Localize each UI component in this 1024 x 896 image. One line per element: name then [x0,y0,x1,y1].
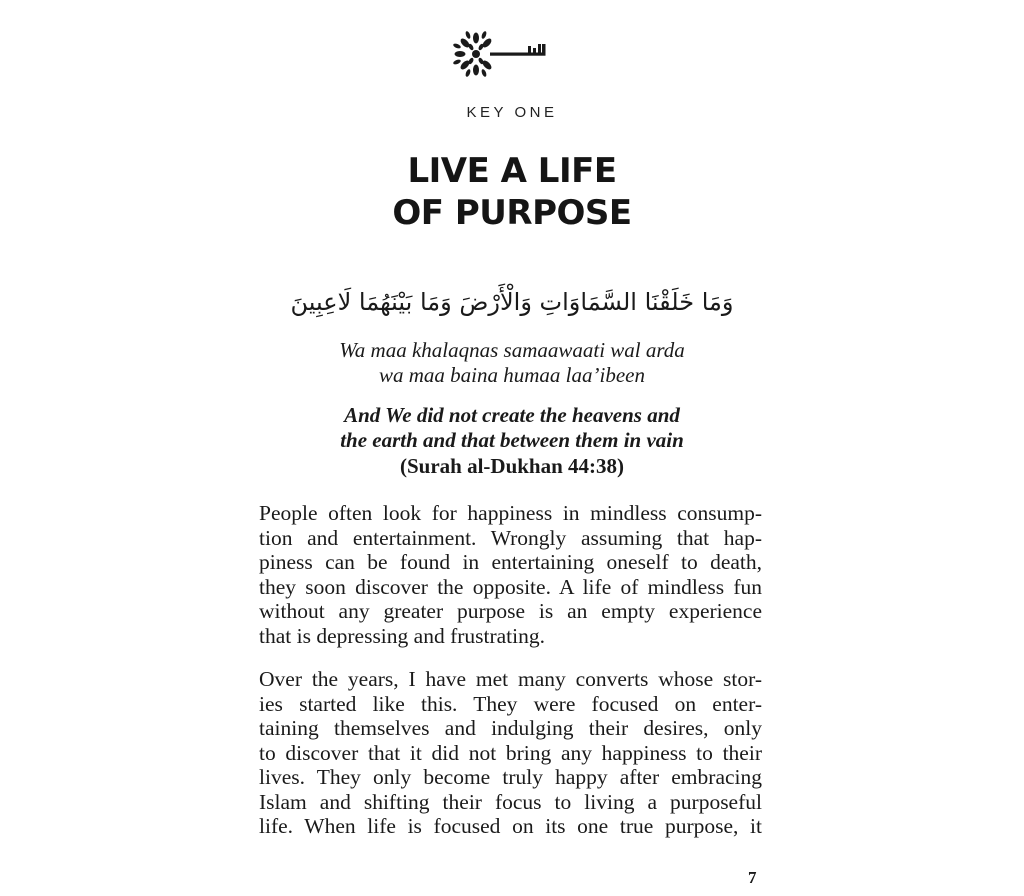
paragraph-line: People often look for happiness in mindless consump- [259,501,762,525]
verse-arabic: وَمَا خَلَقْنَا السَّمَاوَاتِ وَالْأَرْضَ وَمَا بَيْنَهُمَا لَاعِبِينَ [290,288,734,316]
paragraph-line: life. When life is focused on its one true purpose, it [259,814,762,838]
page-number: 7 [748,868,757,887]
paragraph-line: taining themselves and indulging their desires, only [259,716,762,740]
body-paragraph-1 [259,501,762,648]
paragraph-line: Over the years, I have met many converts whose stor- [259,667,762,691]
body-paragraph-2 [259,667,762,839]
translation-line: the earth and that between them in vain [340,428,684,452]
translation-line: And We did not create the heavens and [344,403,680,427]
verse-transliteration [0,338,1024,388]
paragraph-line: Islam and shifting their focus to living a purposeful [259,789,762,814]
paragraph-line: tion and entertainment. Wrongly assuming that hap- [259,525,762,550]
paragraph-line: they soon discover the opposite. A life of mindless fun [259,574,762,599]
paragraph-line: to discover that it did not bring any happiness to their [259,740,762,765]
paragraph-line: ies started like this. They were focused on enter- [259,691,762,716]
verse-reference: (Surah al-Dukhan 44:38) [399,454,625,478]
transliteration-line: Wa maa khalaqnas samaawaati wal arda [339,338,685,362]
chapter-title-line: OF PURPOSE [392,193,632,233]
verse-translation [0,403,1024,453]
chapter-kicker: KEY ONE [466,104,558,121]
paragraph-line: lives. They only become truly happy after embracing [259,765,762,789]
tree-key-icon [452,30,552,80]
transliteration-line: wa maa baina humaa laa’ibeen [379,363,645,387]
paragraph-line: without any greater purpose is an empty experience [259,599,762,623]
chapter-title-line: LIVE A LIFE [407,151,617,191]
chapter-title [0,150,1024,234]
paragraph-line: that is depressing and frustrating. [259,623,546,648]
paragraph-line: piness can be found in entertaining oneself to death, [259,550,762,574]
